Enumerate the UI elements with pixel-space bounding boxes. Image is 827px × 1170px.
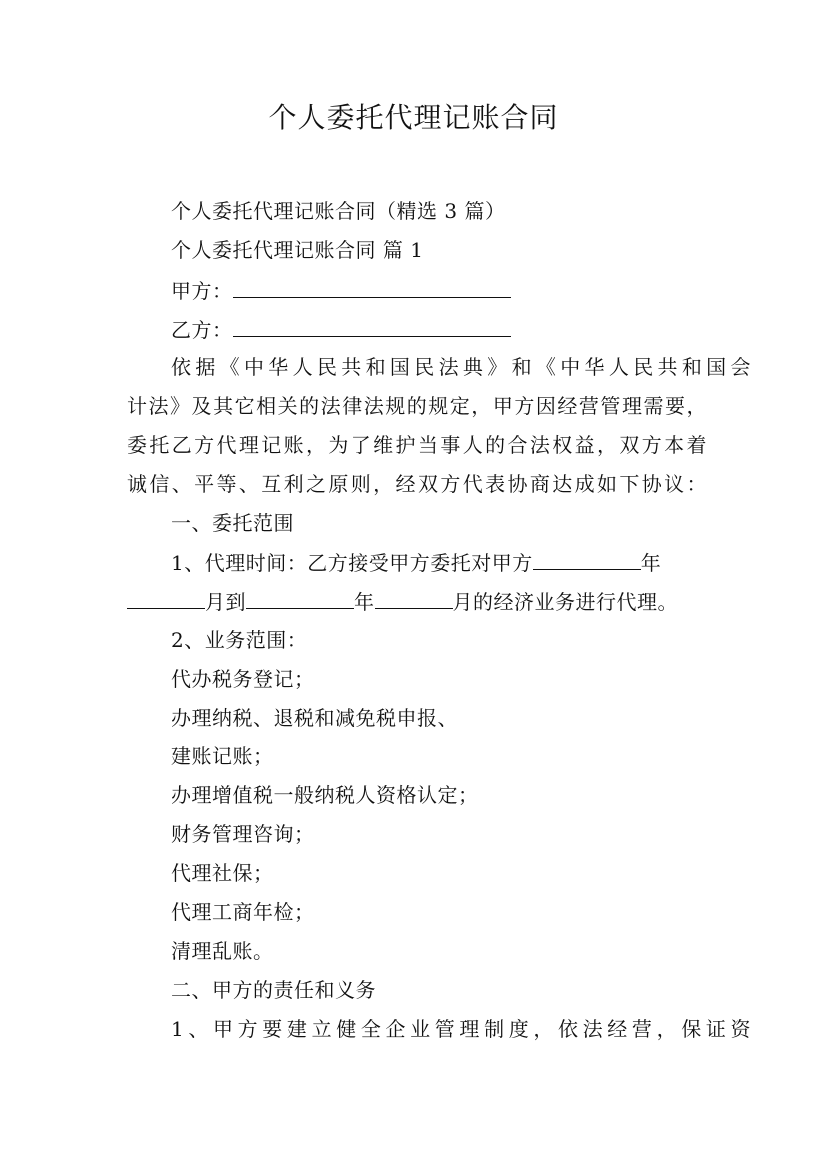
intro-line: 委托乙方代理记账，为了维护当事人的合法权益，双方本着 bbox=[127, 433, 707, 457]
item-1-line-2 bbox=[127, 588, 707, 615]
heading-entrust-scope: 一、委托范围 bbox=[171, 511, 294, 535]
heading-party-a-duties: 二、甲方的责任和义务 bbox=[171, 978, 376, 1002]
duty-item: 1、甲方要建立健全企业管理制度，依法经营，保证资 bbox=[171, 1017, 751, 1041]
party-b-blank bbox=[233, 316, 511, 337]
month-to-label: 月到 bbox=[205, 590, 246, 614]
year-blank-2 bbox=[246, 588, 354, 609]
scope-item: 建账记账； bbox=[171, 744, 274, 768]
scope-item: 代理工商年检； bbox=[171, 900, 315, 924]
scope-item: 清理乱账。 bbox=[171, 939, 274, 963]
party-b-line bbox=[127, 316, 751, 343]
section-heading: 个人委托代理记账合同 篇 1 bbox=[171, 238, 424, 262]
document-subtitle: 个人委托代理记账合同（精选 3 篇） bbox=[171, 199, 506, 223]
scope-item: 财务管理咨询； bbox=[171, 822, 315, 846]
party-a-blank bbox=[233, 277, 511, 298]
scope-item: 代理社保； bbox=[171, 861, 274, 885]
item-2-business-scope: 2、业务范围： bbox=[171, 628, 308, 652]
month-blank-2 bbox=[375, 588, 453, 609]
month-blank-1 bbox=[127, 588, 205, 609]
document-title: 个人委托代理记账合同 bbox=[268, 101, 559, 134]
item-1-suffix: 月的经济业务进行代理。 bbox=[452, 590, 678, 614]
year-blank-1 bbox=[533, 549, 641, 570]
party-a-label: 甲方： bbox=[171, 279, 233, 303]
intro-line: 计法》及其它相关的法律法规的规定，甲方因经营管理需要， bbox=[127, 394, 707, 418]
party-b-label: 乙方： bbox=[171, 318, 233, 342]
scope-item: 代办税务登记； bbox=[171, 667, 315, 691]
scope-item: 办理增值税一般纳税人资格认定； bbox=[171, 783, 479, 807]
intro-line: 诚信、平等、互利之原则，经双方代表协商达成如下协议： bbox=[127, 472, 707, 496]
scope-item: 办理纳税、退税和减免税申报、 bbox=[171, 706, 458, 730]
year-label-1: 年 bbox=[640, 551, 662, 575]
item-1-line-1 bbox=[127, 549, 751, 576]
party-a-line bbox=[127, 277, 751, 304]
year-label-2: 年 bbox=[354, 590, 375, 614]
intro-line: 依据《中华人民共和国民法典》和《中华人民共和国会 bbox=[171, 355, 751, 379]
item-1-prefix: 1、代理时间：乙方接受甲方委托对甲方 bbox=[171, 551, 533, 575]
